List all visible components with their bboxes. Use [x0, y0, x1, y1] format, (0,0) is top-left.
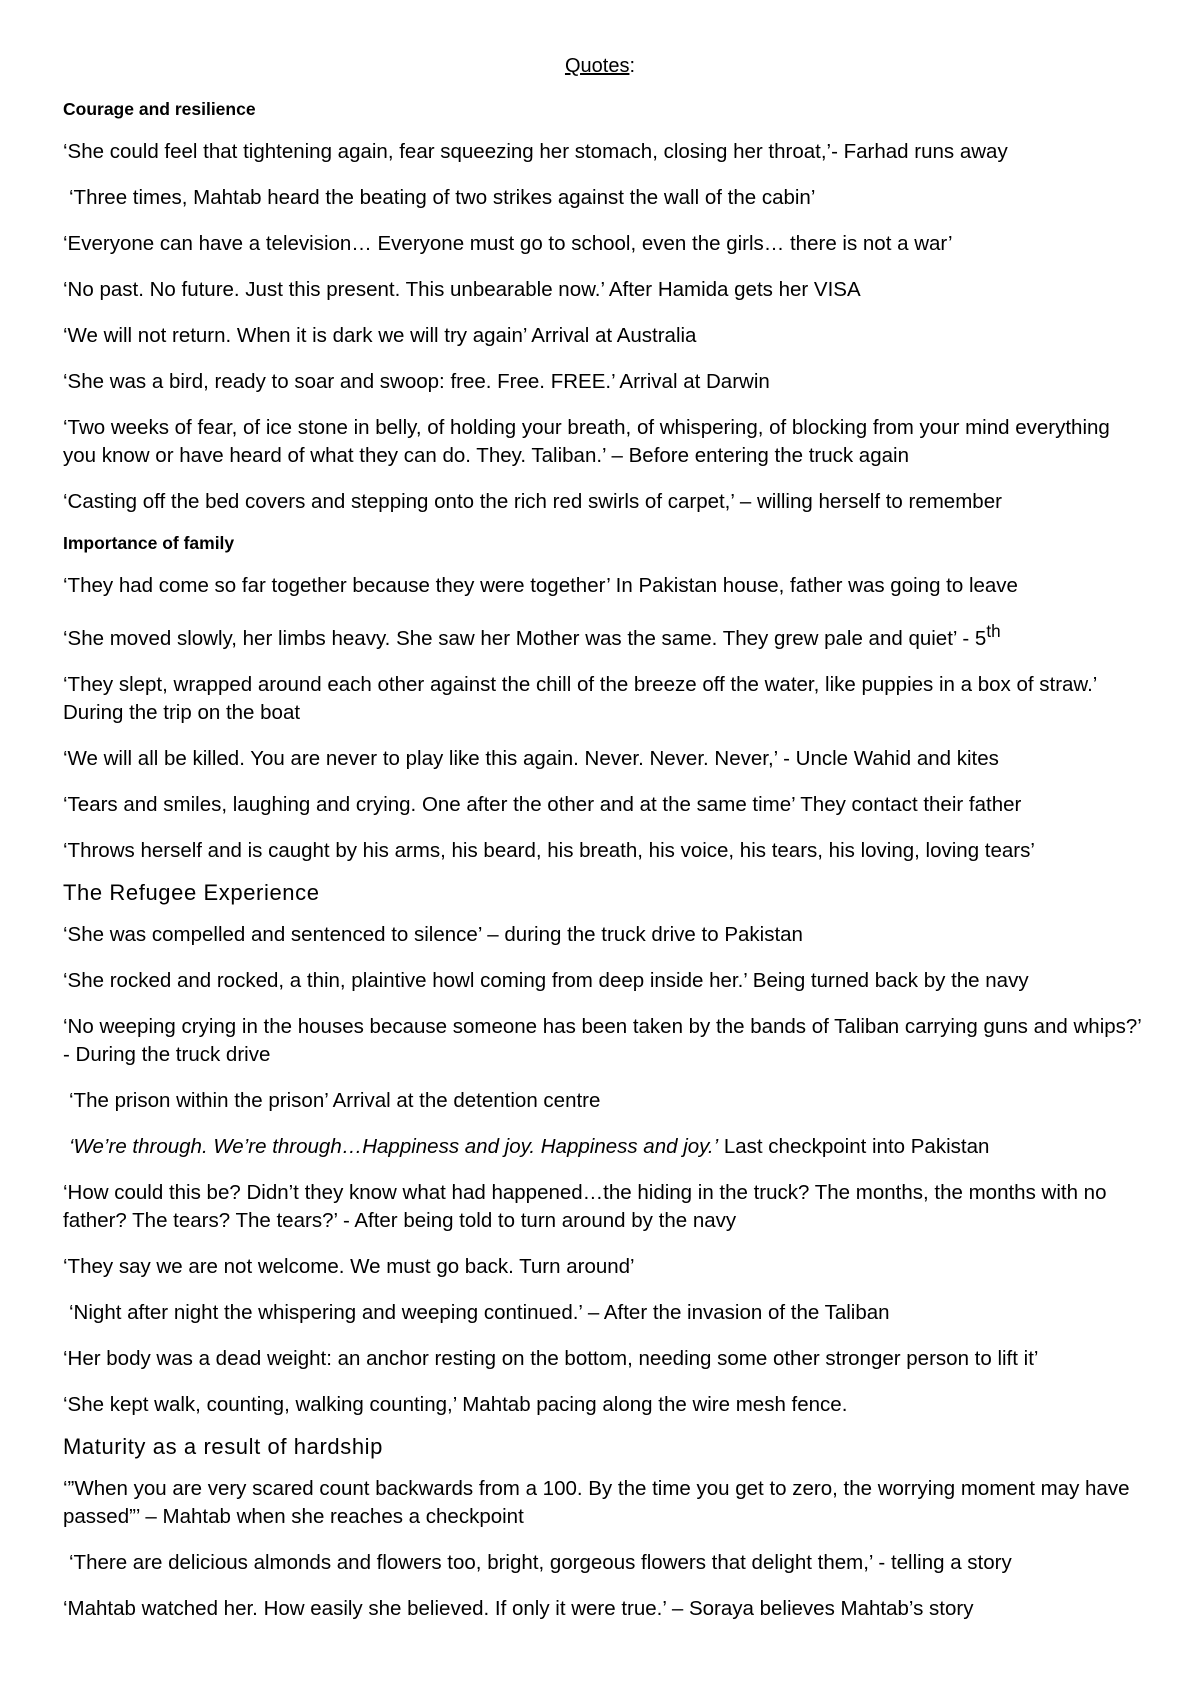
quote: ‘They say we are not welcome. We must go back. Turn around’: [63, 1254, 635, 1278]
quote-italic: [63, 1133, 1148, 1161]
quote-context: Last checkpoint into Pakistan: [718, 1134, 990, 1158]
quote: ‘We will all be killed. You are never to play like this again. Never. Never. Never,’ - Uncle Wahid and kites: [63, 746, 999, 770]
quote: ‘Three times, Mahtab heard the beating of two strikes against the wall of the cabin’: [69, 186, 816, 209]
italic-quote-text: ‘We’re through. We’re through…Happiness and joy. Happiness and joy.’: [69, 1134, 719, 1158]
quote: ‘No past. No future. Just this present. This unbearable now.’ After Hamida gets her VISA: [63, 278, 861, 301]
quote: ‘Night after night the whispering and weeping continued.’ – After the invasion of the Taliban: [69, 1300, 890, 1324]
quote: ‘Casting off the bed covers and stepping onto the rich red swirls of carpet,’ – willing herself to remember: [63, 490, 1002, 513]
quote: ‘We will not return. When it is dark we will try again’ Arrival at Australia: [63, 324, 697, 347]
quote-with-superscript: [63, 618, 1148, 653]
quote: ‘There are delicious almonds and flowers too, bright, gorgeous flowers that delight them,’ - telling a story: [69, 1550, 1012, 1574]
quote: ‘She was a bird, ready to soar and swoop: free. Free. FREE.’ Arrival at Darwin: [63, 370, 770, 393]
quote: ‘Tears and smiles, laughing and crying. One after the other and at the same time’ They contact their father: [63, 792, 1022, 816]
quote: ‘Her body was a dead weight: an anchor resting on the bottom, needing some other stronger person to lift it’: [63, 1346, 1039, 1370]
section-heading-refugee: The Refugee Experience: [63, 879, 320, 905]
quote: ‘She kept walk, counting, walking counting,’ Mahtab pacing along the wire mesh fence.: [63, 1392, 848, 1416]
quote: ‘No weeping crying in the houses because someone has been taken by the bands of Taliban carrying guns and whips?’ - During the truck drive: [63, 1014, 1142, 1066]
page-title: [0, 55, 1200, 78]
quote: ‘Two weeks of fear, of ice stone in belly, of holding your breath, of whispering, of blocking from your mind everything you know or have heard of what they can do. They. Taliban.’ – Before entering the truck again: [63, 416, 1110, 467]
document-body: [63, 100, 1148, 1641]
quote: ‘They had come so far together because they were together’ In Pakistan house, father was going to leave: [63, 574, 1018, 597]
superscript: th: [986, 622, 1001, 641]
quote: ‘They slept, wrapped around each other against the chill of the breeze off the water, like puppies in a box of straw.’ During the trip on the boat: [63, 672, 1097, 724]
section-heading-family: Importance of family: [63, 533, 235, 553]
quote: ‘”When you are very scared count backwards from a 100. By the time you get to zero, the worrying moment may have passed”’ – Mahtab when she reaches a checkpoint: [63, 1476, 1130, 1528]
quote: ‘Throws herself and is caught by his arms, his beard, his breath, his voice, his tears, his loving, loving tears’: [63, 838, 1035, 862]
title-text: Quotes: [564, 55, 630, 77]
title-colon: :: [629, 55, 636, 77]
quote: ‘Everyone can have a television… Everyone must go to school, even the girls… there is not a war’: [63, 232, 953, 255]
quote-text: ‘She moved slowly, her limbs heavy. She saw her Mother was the same. They grew pale and quiet’ - 5: [63, 626, 987, 650]
quote: ‘She rocked and rocked, a thin, plaintive howl coming from deep inside her.’ Being turned back by the navy: [63, 968, 1029, 992]
quote: ‘She was compelled and sentenced to silence’ – during the truck drive to Pakistan: [63, 922, 803, 946]
section-heading-maturity: Maturity as a result of hardship: [63, 1433, 384, 1459]
quote: ‘How could this be? Didn’t they know what had happened…the hiding in the truck? The months, the months with no father? The tears? The tears?’ - After being told to turn around by the navy: [63, 1180, 1107, 1232]
quote: ‘Mahtab watched her. How easily she believed. If only it were true.’ – Soraya believes Mahtab’s story: [63, 1596, 974, 1620]
quote: ‘The prison within the prison’ Arrival at the detention centre: [69, 1088, 601, 1112]
section-heading-courage: Courage and resilience: [63, 99, 256, 119]
quote: ‘She could feel that tightening again, fear squeezing her stomach, closing her throat,’- Farhad runs away: [63, 140, 1008, 163]
